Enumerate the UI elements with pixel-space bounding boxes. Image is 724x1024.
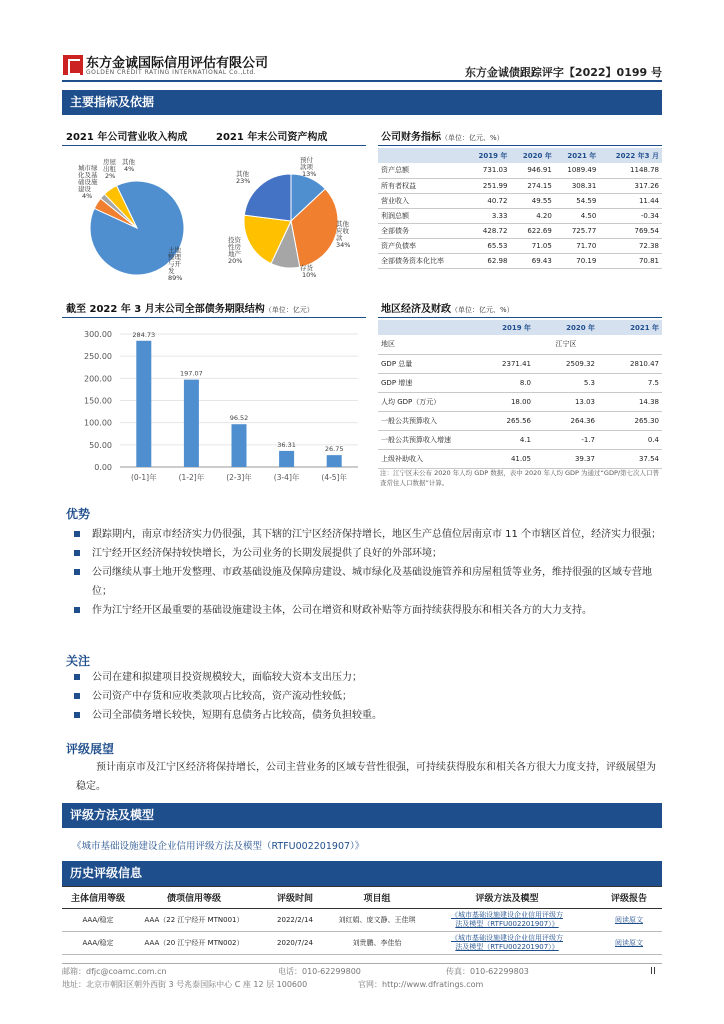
asset-label-inventory: 存货 bbox=[300, 264, 313, 272]
method-link[interactable]: 《城市基础设施建设企业信用评级方 法及模型（RTFU002201907）》 bbox=[451, 911, 563, 928]
asset-pie-title: 2021 年末公司资产构成 bbox=[216, 132, 328, 143]
x-tick-label: (1-2]年 bbox=[178, 473, 205, 482]
rev-label-green-pct: 4% bbox=[82, 192, 93, 200]
regional-economy-table bbox=[378, 320, 662, 469]
y-tick-label: 300.00 bbox=[84, 330, 112, 339]
region-table-divider bbox=[378, 317, 662, 318]
table-row: 全部债务资本化比率 62.98 69.43 70.19 70.81 bbox=[378, 253, 662, 268]
asset-label-prepay-pct: 13% bbox=[302, 170, 317, 178]
list-item: 公司资产中存货和应收类款项占比较高，资产流动性较低； bbox=[70, 687, 662, 706]
bar-chart-title: 截至 2022 年 3 月末公司全部债务期限结构（单位：亿元） bbox=[66, 304, 314, 315]
asset-label-otherrecv-2: 应收 bbox=[336, 227, 349, 235]
bar-value-label: 197.07 bbox=[180, 369, 203, 378]
asset-label-invest-1: 投资 bbox=[228, 236, 241, 244]
footer-fax: 传真：010-62299803 bbox=[446, 967, 529, 976]
financial-indicators-table bbox=[378, 148, 662, 269]
bar-value-label: 284.73 bbox=[132, 330, 156, 339]
document-number: 东方金诚债跟踪评字【2022】0199 号 bbox=[464, 66, 662, 79]
x-tick-label: (4-5]年 bbox=[321, 473, 348, 482]
y-tick-label: 50.00 bbox=[89, 440, 112, 450]
bar-value-label: 26.75 bbox=[324, 445, 344, 454]
asset-pie-chart bbox=[216, 148, 366, 288]
rev-label-main-1: 土地 bbox=[168, 246, 181, 254]
asset-label-otherrecv-1: 其他 bbox=[336, 220, 349, 228]
section-title-history: 历史评级信息 bbox=[62, 861, 662, 886]
bar bbox=[232, 424, 247, 467]
fin-table-title: 公司财务指标（单位：亿元、%） bbox=[381, 132, 504, 143]
footer-address: 地址：北京市朝阳区朝外西街 3 号兆泰国际中心 C 座 12 层 100600 bbox=[62, 980, 308, 989]
strengths-title: 优势 bbox=[66, 507, 91, 521]
asset-label-prepay-1: 预付 bbox=[300, 156, 313, 164]
outlook-text: 预计南京市及江宁区经济将保持增长，公司主营业务的区域专营性很强，可持续获得股东和相关各方很大力度支持，评级展望为稳定。 bbox=[76, 762, 656, 792]
table-header-row: 2019 年 2020 年 2021 年 bbox=[378, 320, 662, 335]
table-row: 资产总额 731.03 946.91 1089.49 1148.78 bbox=[378, 163, 662, 178]
table-header-row: 主体信用等级 债项信用等级 评级时间 项目组 评级方法及模型 评级报告 bbox=[62, 887, 662, 909]
bar-value-label: 96.52 bbox=[229, 414, 249, 423]
fin-table-divider bbox=[378, 145, 662, 146]
table-row: 利润总额 3.33 4.20 4.50 -0.34 bbox=[378, 208, 662, 223]
table-row: GDP 增速 8.0 5.3 7.5 bbox=[378, 373, 662, 392]
footer-divider bbox=[62, 963, 662, 964]
section-title-methods: 评级方法及模型 bbox=[62, 803, 662, 828]
table-row: 一般公共预算收入增速 4.1 -1.7 0.4 bbox=[378, 430, 662, 449]
pies-divider bbox=[62, 145, 366, 146]
table-row: AAA/稳定 AAA（20 江宁经开 MTN002） 2020/7/24 刘贵鹏、李佳怡 《城市基础设施建设企业信用评级方 法及模型（RTFU002201907）》 阅读原文 bbox=[62, 932, 662, 955]
y-tick-label: 150.00 bbox=[84, 396, 112, 406]
y-tick-label: 0.00 bbox=[94, 463, 112, 472]
table-header-row: 2019 年 2020 年 2021 年 2022 年3 月 bbox=[378, 148, 662, 163]
table-row: 一般公共预算收入 265.56 264.36 265.30 bbox=[378, 411, 662, 430]
asset-label-otherrecv-pct: 34% bbox=[336, 241, 351, 249]
rev-label-rent-1: 房屋 bbox=[103, 158, 116, 166]
asset-label-prepay-2: 款项 bbox=[300, 163, 313, 171]
list-item: 公司继续从事土地开发整理、市政基础设施及保障房建设、城市绿化及基础设施管养和房屋租赁等业务，维持很强的区域专营地位； bbox=[70, 563, 662, 601]
bar bbox=[279, 451, 294, 467]
bar bbox=[184, 380, 199, 467]
table-row: 所有者权益 251.99 274.15 308.31 317.26 bbox=[378, 178, 662, 193]
read-report-link[interactable]: 阅读原文 bbox=[615, 916, 643, 924]
rev-label-main-2: 整理 bbox=[168, 253, 181, 261]
x-tick-label: (2-3]年 bbox=[226, 473, 252, 482]
concerns-title: 关注 bbox=[66, 654, 91, 668]
table-row: 人均 GDP（万元） 18.00 13.03 14.38 bbox=[378, 392, 662, 411]
region-table-note: 注：江宁区未公布 2020 年人均 GDP 数据，表中 2020 年人均 GDP 为通过“GDP/第七次人口普查常住人口数据”计算。 bbox=[380, 469, 660, 487]
bar-chart-divider bbox=[62, 317, 366, 318]
rev-label-other-pct: 4% bbox=[124, 165, 135, 173]
footer-website: 官网：http://www.dfratings.com bbox=[358, 980, 484, 989]
rev-label-green-4: 建设 bbox=[78, 185, 91, 193]
footer-email: 邮箱：dfjc@coamc.com.cn bbox=[62, 967, 167, 976]
rev-label-main-pct: 89% bbox=[168, 274, 183, 282]
table-row: 地区 江宁区 bbox=[378, 335, 662, 354]
asset-label-other-pct: 23% bbox=[236, 177, 251, 185]
asset-label-invest-3: 地产 bbox=[228, 250, 241, 258]
rev-label-green-3: 础设施 bbox=[78, 178, 98, 186]
list-item: 跟踪期内，南京市经济实力仍很强，其下辖的江宁区经济保持增长，地区生产总值位居南京市 11 个市辖区首位，经济实力很强； bbox=[70, 525, 662, 544]
asset-label-invest-pct: 20% bbox=[228, 257, 243, 265]
asset-label-inventory-pct: 10% bbox=[302, 271, 317, 279]
outlook-title: 评级展望 bbox=[66, 742, 115, 756]
rating-history-table bbox=[62, 886, 662, 955]
table-row: 上级补助收入 41.05 39.37 37.54 bbox=[378, 449, 662, 468]
table-row: 全部债务 428.72 622.69 725.77 769.54 bbox=[378, 223, 662, 238]
asset-pie-slices bbox=[244, 174, 338, 268]
company-name-en: GOLDEN CREDIT RATING INTERNATIONAL Co.,Ltd. bbox=[86, 69, 257, 76]
method-link[interactable]: 《城市基础设施建设企业信用评级方 法及模型（RTFU002201907）》 bbox=[451, 934, 563, 951]
bar bbox=[327, 455, 342, 467]
list-item: 作为江宁经开区最重要的基础设施建设主体，公司在增资和财政补贴等方面持续获得股东和相关各方的大力支持。 bbox=[70, 601, 662, 620]
x-tick-label: (0-1]年 bbox=[130, 473, 157, 482]
region-table-title: 地区经济及财政（单位：亿元、%） bbox=[381, 304, 514, 315]
asset-label-invest-2: 性房 bbox=[228, 243, 241, 251]
read-report-link[interactable]: 阅读原文 bbox=[615, 939, 643, 947]
x-tick-label: (3-4]年 bbox=[273, 473, 300, 482]
bar-value-label: 36.31 bbox=[277, 440, 296, 449]
table-row: GDP 总量 2371.41 2509.32 2810.47 bbox=[378, 354, 662, 373]
rev-label-green-1: 城市绿 bbox=[78, 164, 98, 172]
strengths-list bbox=[70, 525, 662, 620]
debt-maturity-bar-chart bbox=[62, 320, 366, 490]
rev-label-main-3: 与开 bbox=[168, 260, 181, 268]
table-row: 营业收入 40.72 49.55 54.59 11.44 bbox=[378, 193, 662, 208]
bar bbox=[136, 341, 151, 467]
rev-label-green-2: 化及基 bbox=[78, 171, 98, 179]
company-name: 东方金诚国际信用评估有限公司 bbox=[86, 56, 269, 71]
y-tick-label: 100.00 bbox=[84, 418, 112, 428]
rev-label-main-4: 发 bbox=[168, 267, 175, 275]
list-item: 江宁经开区经济保持较快增长，为公司业务的长期发展提供了良好的外部环境； bbox=[70, 544, 662, 563]
rev-label-other-1: 其他 bbox=[122, 158, 135, 166]
rev-label-rent-pct: 2% bbox=[105, 172, 116, 180]
pie-slice-4 bbox=[244, 174, 291, 221]
revenue-pie-title: 2021 年公司营业收入构成 bbox=[66, 132, 188, 143]
company-logo bbox=[63, 55, 83, 75]
list-item: 公司全部债务增长较快，短期有息债务占比较高，债务负担较重。 bbox=[70, 706, 662, 725]
page-number: II bbox=[650, 966, 656, 977]
y-tick-label: 250.00 bbox=[84, 352, 112, 362]
section-title-main-indicators: 主要指标及依据 bbox=[62, 90, 662, 115]
asset-label-otherrecv-3: 款 bbox=[336, 234, 343, 242]
concerns-list bbox=[70, 668, 662, 725]
revenue-pie-chart bbox=[62, 148, 212, 288]
header-divider bbox=[62, 80, 662, 82]
table-row: 资产负债率 65.53 71.05 71.70 72.38 bbox=[378, 238, 662, 253]
table-row: AAA/稳定 AAA（22 江宁经开 MTN001） 2022/2/14 刘红娟、庞文静、王佳琪 《城市基础设施建设企业信用评级方 法及模型（RTFU002201907）》 阅读原文 bbox=[62, 909, 662, 932]
rev-label-rent-2: 出租 bbox=[103, 165, 116, 173]
asset-label-other-1: 其他 bbox=[236, 170, 249, 178]
footer-phone: 电话：010-62299800 bbox=[278, 967, 361, 976]
list-item: 公司在建和拟建项目投资规模较大，面临较大资本支出压力； bbox=[70, 668, 662, 687]
y-tick-label: 200.00 bbox=[84, 374, 112, 384]
method-link[interactable]: 《城市基础设施建设企业信用评级方法及模型（RTFU002201907）》 bbox=[72, 841, 365, 852]
